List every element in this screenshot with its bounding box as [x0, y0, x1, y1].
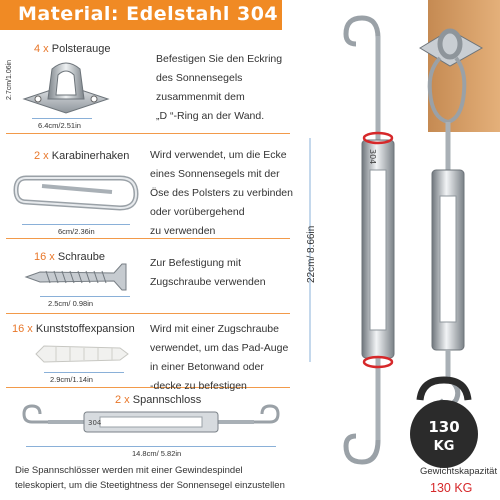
- pad-eye-width: 6.4cm/2.51in: [38, 121, 81, 130]
- turnbuckle-icon: [20, 404, 282, 440]
- item-title-wall-plug: 16 x Kunststoffexpansion: [12, 323, 135, 335]
- capacity-value: 130 KG: [430, 481, 473, 495]
- svg-text:130: 130: [428, 418, 460, 436]
- capacity-label: Gewichtskapazität: [420, 466, 498, 477]
- pad-eye-height: 2.7cm/1.06in: [6, 59, 13, 100]
- pad-eye-description: Befestigen Sie den Eckring des Sonnensegels zusammenmit dem „D “-Ring an der Wand.: [156, 53, 283, 122]
- dimension-line: [44, 372, 124, 373]
- svg-text:304: 304: [88, 419, 102, 427]
- divider: [6, 133, 290, 134]
- pad-eye-icon: [18, 55, 114, 123]
- turnbuckle-length: 14.8cm/ 5.82in: [132, 449, 182, 458]
- wood-post: [428, 0, 500, 132]
- carabiner-description: Wird verwendet, um die Ecke eines Sonnensegels mit der Öse des Polsters zu verbinden oder vorübergehend zu verwenden: [150, 149, 293, 237]
- item-title-screw: 16 x Schraube: [34, 251, 105, 263]
- divider: [6, 313, 290, 314]
- svg-text:KG: KG: [433, 439, 455, 454]
- material-title: Material: Edelstahl 304: [18, 3, 279, 25]
- turnbuckle-footnote: Die Spannschlösser werden mit einer Gewindespindel teleskopiert, um die Steetightness der Sonnensegel einzustellen: [15, 465, 285, 491]
- turnbuckle-product-image: [300, 0, 500, 470]
- dimension-line: [40, 296, 130, 297]
- dimension-line: [32, 118, 92, 119]
- turnbuckle-total-length: 22cm/ 8.66in: [306, 225, 317, 283]
- kettlebell-handle: [420, 380, 468, 400]
- item-title-turnbuckle: 2 x Spannschloss: [115, 394, 202, 406]
- screw-description: Zur Befestigung mit Zugschraube verwenden: [150, 257, 266, 288]
- dimension-line: [26, 446, 276, 447]
- dimension-line: [22, 224, 130, 225]
- wall-plug-length: 2.9cm/1.14in: [50, 375, 93, 384]
- item-title-pad-eye: 4 x Polsterauge: [34, 43, 111, 55]
- carabiner-length: 6cm/2.36in: [58, 227, 95, 236]
- svg-text:304: 304: [368, 149, 377, 165]
- wall-plug-description: Wird mit einer Zugschraube verwendet, um das Pad-Auge in einer Betonwand oder -decke zu befestigen: [150, 323, 289, 392]
- wall-plug-icon: [30, 340, 134, 368]
- screw-icon: [22, 262, 132, 292]
- screw-length: 2.5cm/ 0.98in: [48, 299, 94, 308]
- carabiner-icon: [12, 168, 142, 220]
- item-title-carabiner: 2 x Karabinerhaken: [34, 150, 130, 162]
